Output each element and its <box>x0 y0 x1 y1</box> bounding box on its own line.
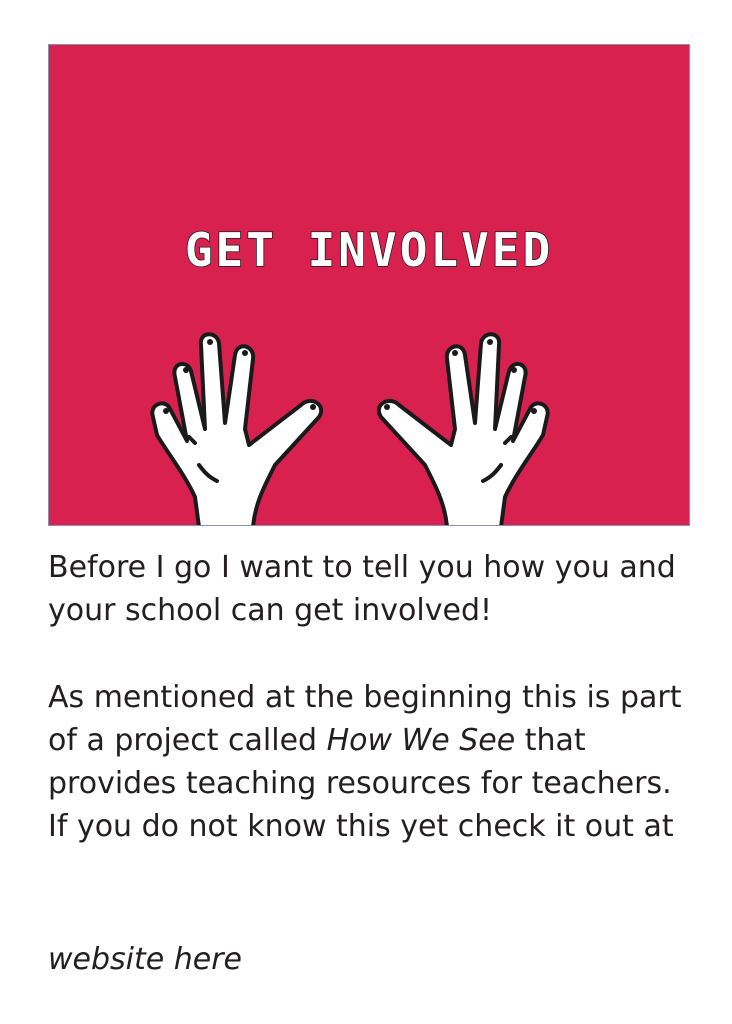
project-paragraph <box>48 676 698 848</box>
get-involved-illustration <box>48 44 690 526</box>
project-text-start: As mentioned at the beginning this is part of a project called <box>48 680 682 758</box>
left-hand-icon <box>152 334 321 526</box>
website-link[interactable]: website here <box>48 942 243 977</box>
two-raised-hands-icon <box>49 45 690 526</box>
slide-title: GET INVOLVED <box>184 223 554 277</box>
project-name: How We See <box>326 723 516 758</box>
right-hand-icon <box>379 334 548 526</box>
project-text-end: that provides teaching resources for teachers. If you do not know this yet check it out at <box>48 723 674 844</box>
intro-paragraph: Before I go I want to tell you how you and your school can get involved! <box>48 550 676 628</box>
